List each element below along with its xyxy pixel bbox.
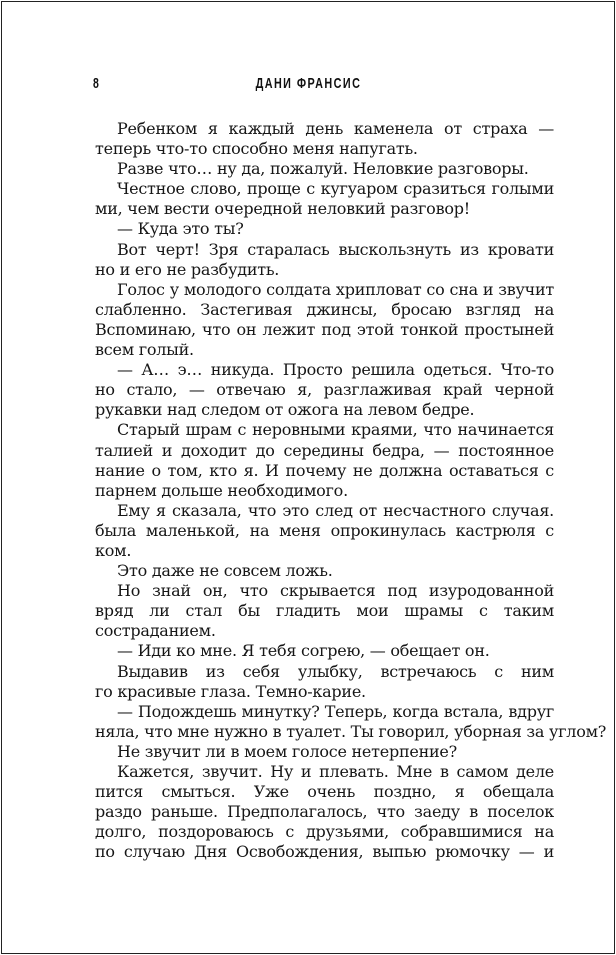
paragraph xyxy=(95,119,554,159)
paragraph xyxy=(95,762,554,862)
text-line: ми, чем вести очередной неловкий разговор! xyxy=(95,199,470,219)
text-line: рукавки над следом от ожога на левом бедре. xyxy=(95,400,475,420)
paragraph xyxy=(95,179,554,219)
paragraph xyxy=(95,662,554,702)
text-line: по случаю Дня Освобождения, выпью рюмочку — и xyxy=(95,842,554,862)
text-line: Разве что… ну да, пожалуй. Неловкие разговоры. xyxy=(117,159,529,179)
text-line: пится смыться. Уже очень поздно, я обещала xyxy=(95,782,554,802)
text-line: была маленькой, на меня опрокинулась кастрюля с xyxy=(95,520,554,540)
paragraph xyxy=(95,280,554,360)
text-line: Честное слово, проще с кугуаром сразиться голыми xyxy=(117,179,554,199)
text-line: теперь что-то способно меня напугать. xyxy=(95,139,418,159)
text-line: Выдавив из себя улыбку, встречаюсь с ним xyxy=(117,661,554,681)
paragraph xyxy=(95,240,554,280)
text-line: состраданием. xyxy=(95,621,216,641)
paragraph xyxy=(95,159,554,179)
text-line: Но знай он, что скрывается под изуродованной xyxy=(117,581,554,601)
text-line: — Иди ко мне. Я тебя согрею, — обещает он. xyxy=(117,641,490,661)
text-line: — Подождешь минутку? Теперь, когда встала, вдруг xyxy=(117,701,554,721)
text-line: Не звучит ли в моем голосе нетерпение? xyxy=(117,741,457,761)
text-line: но и его не разбудить. xyxy=(95,259,280,279)
text-line: Кажется, звучит. Ну и плевать. Мне в самом деле xyxy=(117,762,554,781)
paragraph xyxy=(95,420,554,500)
text-line: раздо раньше. Предполагалось, что заеду в поселок xyxy=(95,802,554,822)
text-line: всем голый. xyxy=(95,340,194,360)
running-title: ДАНИ ФРАНСИС xyxy=(255,75,361,92)
text-line: няла, что мне нужно в туалет. Ты говорил, уборная за углом? xyxy=(95,721,607,741)
text-line: Голос у молодого солдата хрипловат со сна и звучит xyxy=(117,279,554,299)
text-line: талией и доходит до середины бедра, — постоянное xyxy=(95,440,554,460)
text-line: парнем дольше необходимого. xyxy=(95,480,348,500)
text-line: — Куда это ты? xyxy=(117,219,244,239)
text-line: го красивые глаза. Темно-карие. xyxy=(95,681,366,701)
paragraph xyxy=(95,701,607,742)
text-line: Вот черт! Зря старалась выскользнуть из кровати xyxy=(117,239,554,259)
text-line: нание о том, кто я. И почему не должна оставаться с xyxy=(95,460,554,480)
text-line: слабленно. Застегивая джинсы, бросаю взгляд на xyxy=(95,299,554,319)
text-line: Это даже не совсем ложь. xyxy=(117,561,333,581)
body-text xyxy=(95,119,607,862)
text-line: но стало, — отвечаю я, разглаживая край черной xyxy=(95,380,554,400)
paragraph xyxy=(95,501,554,561)
page-number: 8 xyxy=(93,75,99,92)
paragraph xyxy=(95,581,554,641)
text-line: — А… э… никуда. Просто решила одеться. Что-то xyxy=(117,360,554,380)
text-line: Вспоминаю, что он лежит под этой тонкой простыней xyxy=(95,319,554,339)
paragraph xyxy=(95,360,554,420)
text-line: Ребенком я каждый день каменела от страха — xyxy=(117,119,554,138)
paragraph xyxy=(95,561,554,581)
text-line: долго, поздороваюсь с друзьями, собравшимися на xyxy=(95,822,554,842)
text-line: ком. xyxy=(95,540,132,560)
paragraph xyxy=(95,641,554,661)
text-line: Старый шрам с неровными краями, что начинается xyxy=(117,420,554,440)
paragraph xyxy=(95,219,554,239)
text-line: Ему я сказала, что это след от несчастного случая. xyxy=(117,500,554,520)
running-header xyxy=(0,75,616,92)
text-line: вряд ли стал бы гладить мои шрамы с таким xyxy=(95,601,554,621)
paragraph xyxy=(95,742,554,762)
